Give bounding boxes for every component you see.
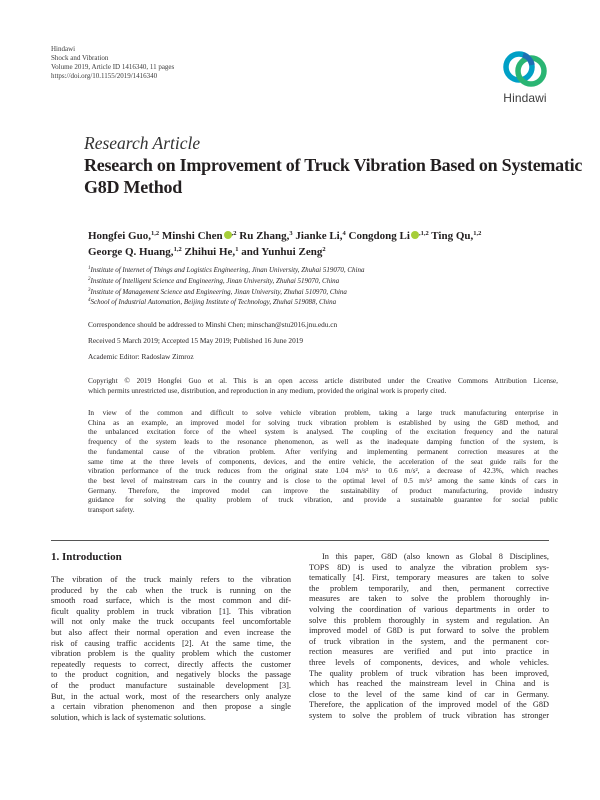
abstract [88,408,558,515]
affiliation-text: Institute of Management Science and Engineering, Jinan University, Zhuhai 510970, China [90,287,347,296]
author-affil-sup: 3 [289,230,293,237]
author-affil-sup: 2 [322,246,326,253]
body-line: a certain vibration phenomenon and then propose a single [51,702,291,712]
author-affil-sup: 1 [235,246,239,253]
title-line: Research on Improvement of Truck Vibration Based on Systematic [84,155,583,175]
author-name[interactable]: Zhihui He, [184,246,236,258]
body-line: repeatedly requests to correct, directly affects the customer [51,659,291,669]
author-affil-sup: 4 [342,230,346,237]
author-name[interactable]: and Yunhui Zeng [241,246,323,258]
body-line: solve this problem thoroughly in system and regulation. An [309,615,549,625]
journal-info [51,45,174,81]
author-name[interactable]: George Q. Huang, [88,246,174,258]
author-affil-sup: ,1,2 [418,230,429,237]
affiliation-item [88,297,558,308]
copyright-notice [88,376,558,395]
affiliation-num: 1 [88,266,91,271]
body-line: of the product manufacture sustainable development [3]. [51,680,291,690]
abstract-line: Germany. Therefore, the improved model can improve the sustainability of product manufacturing, provide industry [88,485,558,495]
abstract-line: frequency of the system leads to the resonance phenomenon, as well as the inadequate damping function of the system, is [88,437,558,447]
author-list [88,228,556,260]
affiliation-text: Institute of Internet of Things and Logistics Engineering, Jinan University, Zhuhai 519070, China [90,266,365,274]
body-line: close to the level of the same kind of car in Germany. [309,689,549,699]
dates: Received 5 March 2019; Accepted 15 May 2019; Published 16 June 2019 [88,336,304,345]
abstract-line: vibration performance of the truck reduces from the original state 1.04 m/s² to 0.6 m/s², a decrease of 42.3%, which reaches [88,466,558,476]
affiliation-num: 3 [88,287,91,293]
abstract-line: the unbalanced excitation force of the wheel system is analysed. The coupling of the excitation frequency and the natural [88,427,558,437]
body-line: ficult quality problem in truck vibration [1]. This vibration [51,606,291,616]
body-line: smooth road surface, which is the most common and dif- [51,596,291,606]
doi-link[interactable]: https://doi.org/10.1155/2019/1416340 [51,72,158,81]
title-line: G8D Method [84,176,182,197]
body-line: measures are taken to solve the problem thoroughly in- [309,594,549,604]
body-line: tematically [4]. First, temporary measures are taken to solve [309,573,549,583]
author-affil-sup: 1,2 [473,230,482,237]
body-line: will not only make the truck occupants feel uncomfortable [51,617,291,627]
body-line: TOPS 8D) is used to analyze the vibration problem sys- [309,562,549,572]
publisher-logo-text: Hindawi [503,91,547,105]
body-line: three levels of components, devices, and whole vehicles. [309,657,549,667]
body-line: to the product cognition, and negatively blocks the passage [51,670,291,680]
author-affil-sup: 1,2 [173,246,182,253]
affiliation-text: Institute of Intelligent Science and Engineering, Jinan University, Zhuhai 519070, China [90,276,340,285]
affiliation-item [88,287,558,298]
author-name[interactable]: Ting Qu, [431,230,474,242]
abstract-line: In view of the common and difficult to solve vehicle vibration problem, taking a large truck manufacturing enterprise in [88,408,558,417]
author-affil-sup: 1,2 [150,230,160,237]
section-divider [51,540,549,541]
body-line: Therefore, the application of the improved model of the G8D [309,700,549,710]
publisher-line: Hindawi [51,45,76,53]
academic-editor: Academic Editor: Radoslaw Zimroz [88,352,194,361]
article-type: Research Article [84,133,201,153]
abstract-line: the fundamental cause of the vibration problem. After verifying and implementing permanent correction measures at the [88,446,558,456]
body-line: rection measures are verified and put into practice in [309,647,549,657]
body-line: solution, which is lack of systematic solutions. [51,712,206,722]
body-line: In this paper, G8D (also known as Global 8 Disciplines, [322,552,549,561]
article-title [84,155,583,198]
body-column-right [309,552,549,722]
body-line: improved model of G8D is put forward to solve the problem [309,626,549,636]
volume-line: Volume 2019, Article ID 1416340, 11 pages [51,63,175,72]
body-line: of truck vibration in the system, and the permanent cor- [309,636,549,646]
author-name[interactable]: Hongfei Guo, [88,230,151,242]
correspondence: Correspondence should be addressed to Minshi Chen; minschan@stu2016.jnu.edu.cn [88,320,338,329]
orcid-icon[interactable] [411,231,419,239]
affiliation-num: 4 [88,298,91,304]
affiliation-text: School of Industrial Automation, Beijing Institute of Technology, Zhuhai 519088, China [90,298,337,307]
copyright-line: which permits unrestricted use, distribution, and reproduction in any medium, provided the original work is properly cited. [88,385,447,395]
body-line: The vibration of the truck mainly refers to the vibration [51,575,291,584]
abstract-line: guidance for solving the quality problem of truck vibration, and provide a sustainable guarantee for social public [88,495,558,505]
body-line: volving the coordination of various departments in order to [309,604,549,614]
abstract-line: China as an example, an improved model for solving truck vibration problem is established by using the G8D method, and [88,417,558,427]
author-name[interactable]: Congdong Li [348,230,410,242]
body-line: But, in the actual work, most of the researchers only analyze [51,691,291,701]
author-affil-sup: ,2 [231,230,237,237]
body-line: system to solve the problem of truck vibration has stronger [309,710,549,720]
body-line: the problem temporarily, and then, permanent corrective [309,583,549,593]
author-name[interactable]: Ru Zhang, [239,230,290,242]
abstract-line: transport safety. [88,505,135,515]
author-name[interactable]: Minshi Chen [161,230,223,242]
copyright-line: Copyright © 2019 Hongfei Guo et al. This is an open access article distributed under the Creative Commons Attribution License, [88,376,558,385]
body-line: vibration problem is the quality problem which the customer [51,649,291,659]
author-line [88,244,556,260]
abstract-line: the best level of mainstream cars in the country and is close to the optimal level of 0.5 m/s² among the same kinds of cars in [88,475,558,485]
affiliation-item [88,276,558,287]
body-line: produced by the cab when the truck is running on the [51,585,291,595]
body-line: risk of causing traffic accidents [2]. At the same time, the [51,638,291,648]
body-line: but also affect their normal operation and even increase the [51,627,291,637]
journal-name: Shock and Vibration [51,54,109,63]
author-line [88,228,556,244]
affiliations [88,265,558,308]
abstract-line: same time at the three levels of components, devices, and the entire vehicle, the acceleration of the seat guide rails for the [88,456,558,466]
section-heading: 1. Introduction [51,551,122,563]
affiliation-num: 2 [88,276,91,282]
body-column-left [51,575,291,723]
orcid-icon[interactable] [224,231,232,239]
body-line: The quality problem of truck vibration has been improved, [309,668,549,678]
affiliation-item [88,265,558,276]
body-line: which has reached the mainstream level in China and is [309,679,549,689]
author-name[interactable]: Jianke Li, [295,230,343,242]
